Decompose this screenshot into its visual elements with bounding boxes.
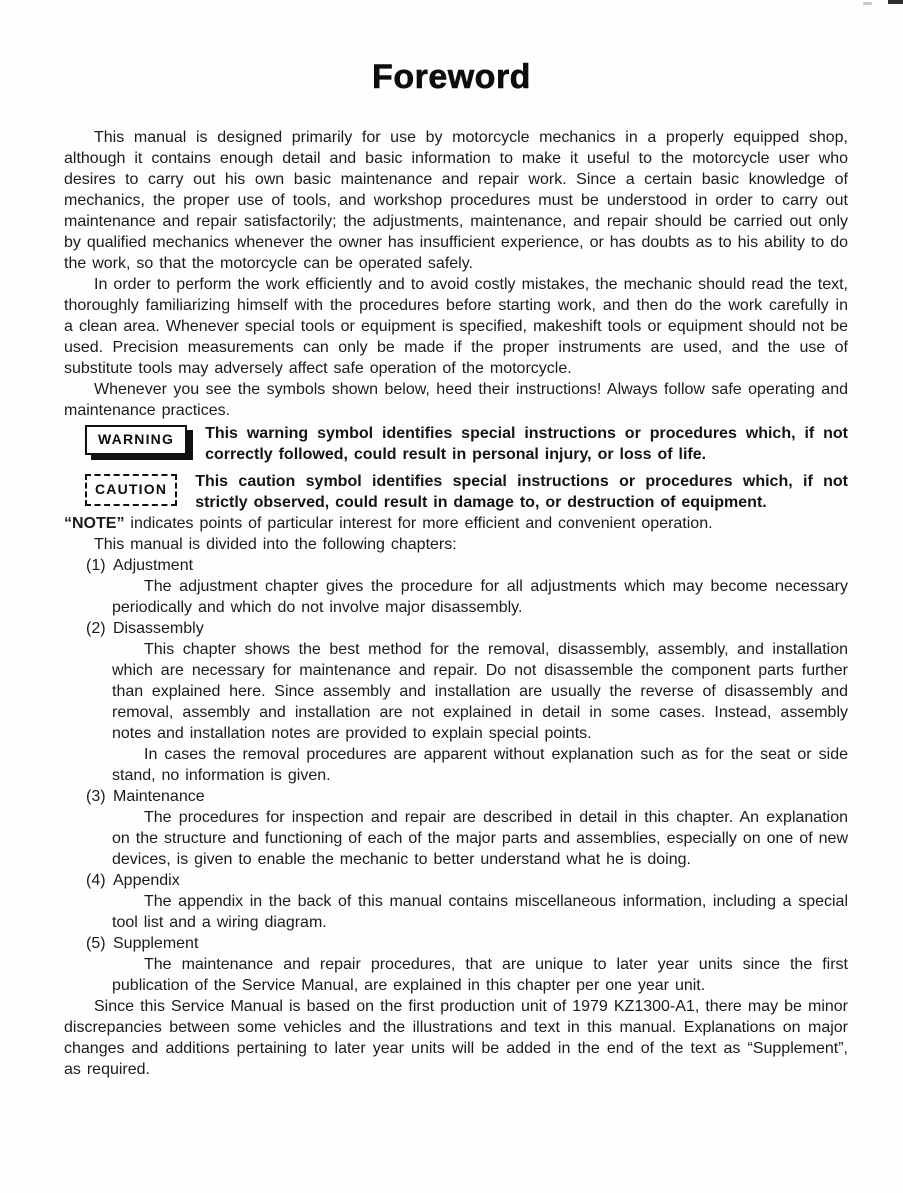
chapter-paragraph: The adjustment chapter gives the procedure for all adjustments which may become necessary periodically and which do not involve major disassembly.	[112, 578, 848, 616]
chapter-number: (1)	[86, 557, 106, 574]
chapter-paragraph: The appendix in the back of this manual contains miscellaneous information, including a special tool list and a wiring diagram.	[112, 893, 848, 931]
note-term: “NOTE”	[64, 515, 125, 532]
warning-symbol-row	[85, 423, 848, 465]
chapter-title: Appendix	[113, 872, 180, 889]
chapter-title: Maintenance	[113, 788, 205, 805]
caution-description: This caution symbol identifies special instructions or procedures which, if not strictly observed, could result in damage to, or destruction of equipment.	[195, 473, 848, 511]
chapter-paragraph: This chapter shows the best method for the removal, disassembly, assembly, and installation which are necessary for maintenance and repair. Do not disassemble the component parts further than explained here. Since assembly and installation are usually the reverse of disassembly and removal, assembly and installation are not explained in detail in some cases. Instead, assembly notes and installation notes are provided to explain special points.	[112, 641, 848, 742]
intro-paragraph-2: In order to perform the work efficiently and to avoid costly mistakes, the mechanic should read the text, thoroughly familiarizing himself with the procedures before starting work, and then do the work carefully in a clean area. Whenever special tools or equipment is specified, makeshift tools or equipment should not be used. Precision measurements can only be made if the proper instruments are used, and the use of substitute tools may adversely affect safe operation of the motorcycle.	[64, 276, 848, 377]
warning-badge: WARNING	[85, 425, 187, 455]
scan-smudge	[863, 2, 872, 5]
note-line	[64, 513, 848, 534]
chapter-number: (5)	[86, 935, 106, 952]
chapter-title: Adjustment	[113, 557, 194, 574]
chapter-supplement	[64, 933, 848, 996]
chapter-heading	[86, 555, 848, 576]
chapter-number: (4)	[86, 872, 106, 889]
chapter-heading	[86, 870, 848, 891]
page-title: Foreword	[372, 58, 531, 96]
chapter-heading	[86, 933, 848, 954]
intro-paragraph-3: Whenever you see the symbols shown below, heed their instructions! Always follow safe operating and maintenance practices.	[64, 381, 848, 419]
chapter-heading	[86, 786, 848, 807]
chapter-number: (2)	[86, 620, 106, 637]
chapter-paragraph: The procedures for inspection and repair are described in detail in this chapter. An explanation on the structure and functioning of each of the major parts and assemblies, especially on one of new devices, is given to enable the mechanic to better understand what he is doing.	[112, 809, 848, 868]
document-body	[0, 127, 903, 1080]
chapter-title: Disassembly	[113, 620, 204, 637]
chapter-disassembly	[64, 618, 848, 786]
chapters-intro: This manual is divided into the following chapters:	[94, 536, 457, 553]
closing-paragraph: Since this Service Manual is based on the first production unit of 1979 KZ1300-A1, there may be minor discrepancies between some vehicles and the illustrations and text in this manual. Explanations on major changes and additions pertaining to later year units will be added in the end of the text as “Supplement”, as required.	[64, 998, 848, 1078]
chapter-adjustment	[64, 555, 848, 618]
caution-badge: CAUTION	[85, 474, 177, 506]
intro-paragraph-1: This manual is designed primarily for use by motorcycle mechanics in a properly equipped shop, although it contains enough detail and basic information to make it useful to the motorcycle user who desires to carry out his own basic maintenance and repair work. Since a certain basic knowledge of mechanics, the proper use of tools, and workshop procedures must be understood in order to carry out maintenance and repair satisfactorily; the adjustments, maintenance, and repair should be carried out only by qualified mechanics whenever the owner has insufficient experience, or has doubts as to his ability to do the work, so that the motorcycle can be operated safely.	[64, 129, 848, 272]
chapter-title: Supplement	[113, 935, 199, 952]
warning-description: This warning symbol identifies special instructions or procedures which, if not correctly followed, could result in personal injury, or loss of life.	[205, 425, 848, 463]
caution-symbol-row	[85, 471, 848, 513]
chapter-paragraph: The maintenance and repair procedures, that are unique to later year units since the first publication of the Service Manual, are explained in this chapter per one year unit.	[112, 956, 848, 994]
chapter-appendix	[64, 870, 848, 933]
chapter-heading	[86, 618, 848, 639]
note-text: indicates points of particular interest for more efficient and convenient operation.	[124, 515, 713, 532]
chapter-paragraph: In cases the removal procedures are apparent without explanation such as for the seat or side stand, no information is given.	[112, 746, 848, 784]
scan-corner-mark	[888, 0, 903, 4]
chapter-maintenance	[64, 786, 848, 870]
chapter-number: (3)	[86, 788, 106, 805]
